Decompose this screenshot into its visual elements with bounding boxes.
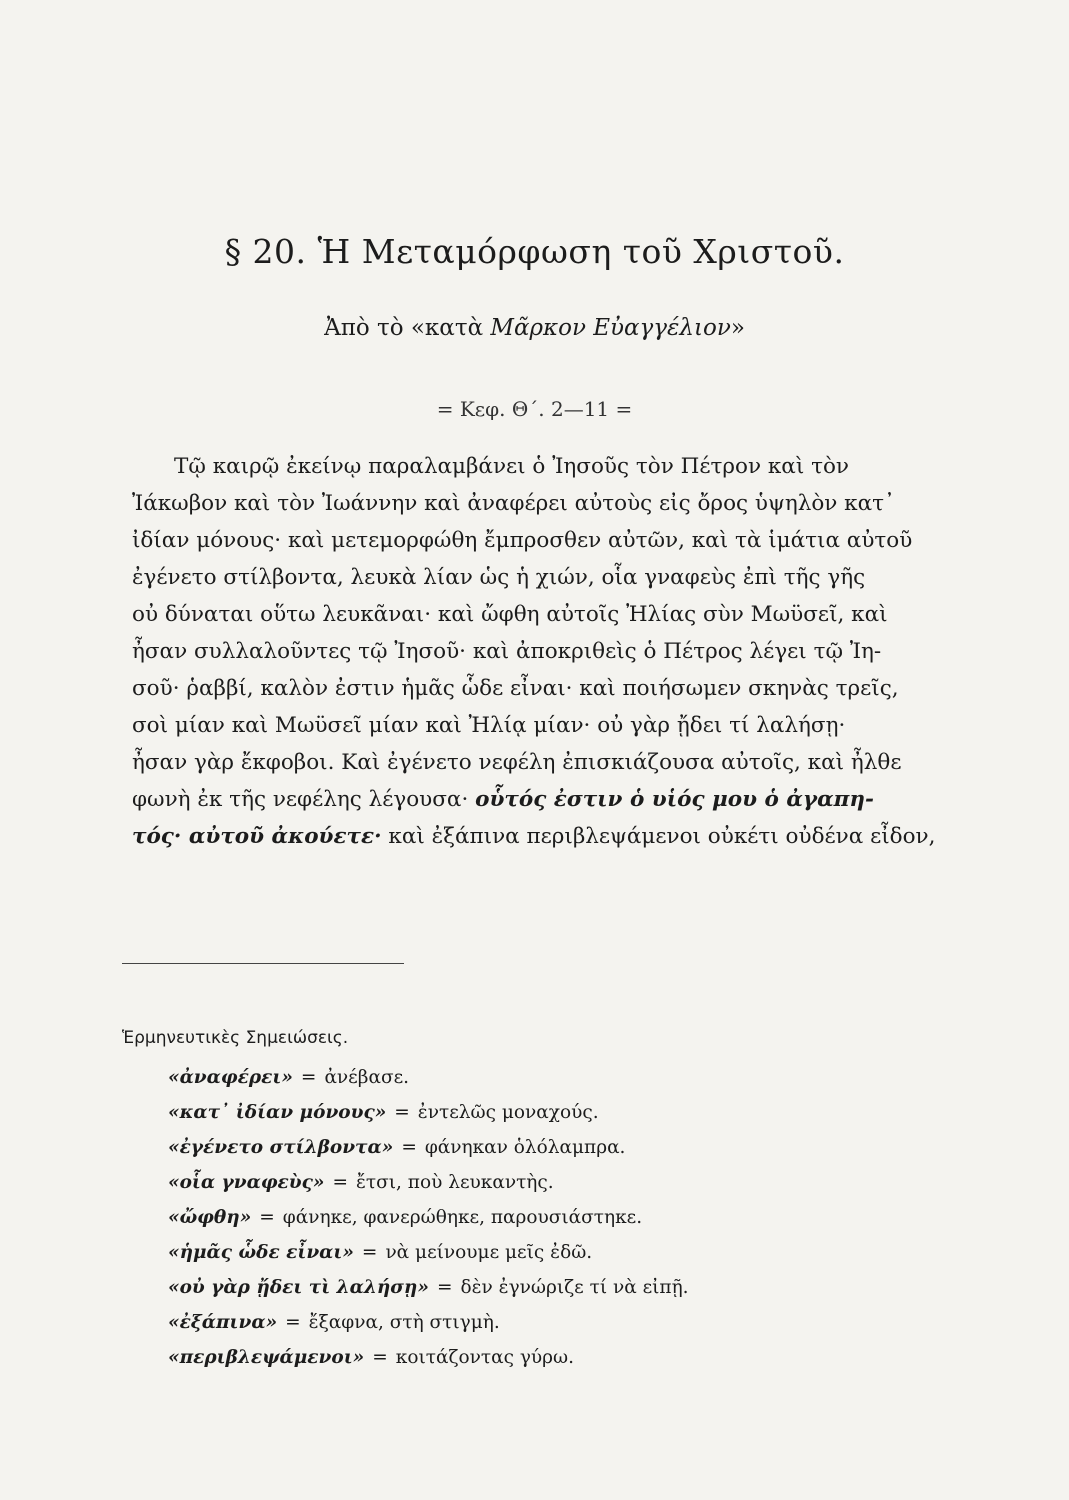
note-equals: = — [394, 1102, 410, 1123]
passage-line: ἦσαν γὰρ ἔκφοβοι. Καὶ ἐγένετο νεφέλη ἐπισκιάζουσα αὐτοῖς, καὶ ἦλθε — [132, 750, 902, 775]
note-item — [168, 1305, 1048, 1340]
note-gloss: φάνηκε, φανερώθηκε, παρουσιάστηκε. — [282, 1207, 643, 1228]
note-gloss: δὲν ἐγνώριζε τί νὰ εἰπῇ. — [460, 1277, 689, 1298]
passage-line: Τῷ καιρῷ ἐκείνῳ παραλαμβάνει ὁ Ἰησοῦς τὸν Πέτρον καὶ τὸν — [174, 454, 849, 479]
note-term: «ὤφθη» — [168, 1207, 252, 1228]
section-heading — [0, 232, 1069, 271]
note-equals: = — [300, 1067, 317, 1088]
note-item — [168, 1060, 1048, 1095]
notes-heading: Ἑρμηνευτικὲς Σημειώσεις. — [122, 1028, 349, 1048]
note-equals: = — [285, 1312, 301, 1333]
note-term: «κατ᾿ ἰδίαν μόνους» — [168, 1102, 387, 1123]
source-book: Μᾶρκον Εὐαγγέλιον — [490, 315, 731, 341]
note-gloss: κοιτάζοντας γύρω. — [395, 1347, 574, 1368]
note-term: «περιβλεψάμενοι» — [168, 1347, 365, 1368]
section-number: § 20. — [224, 232, 307, 271]
chapter-reference: = Κεφ. Θ΄. 2—11 = — [436, 397, 633, 421]
source-prefix: Ἀπὸ τὸ «κατὰ — [324, 315, 484, 341]
passage-line — [132, 818, 1062, 855]
passage-line: Ἰάκωβον καὶ τὸν Ἰωάννην καὶ ἀναφέρει αὐτοὺς εἰς ὄρος ὑψηλὸν κατ᾿ — [132, 491, 895, 516]
note-gloss: νὰ μείνουμε μεῖς ἐδῶ. — [385, 1242, 593, 1263]
note-equals: = — [401, 1137, 417, 1158]
note-gloss: ἀνέβασε. — [324, 1067, 410, 1088]
passage-line: ἦσαν συλλαλοῦντες τῷ Ἰησοῦ· καὶ ἀποκριθεὶς ὁ Πέτρος λέγει τῷ Ἰη- — [132, 639, 882, 664]
passage-line — [132, 781, 1062, 818]
note-item — [168, 1200, 1048, 1235]
section-title: Ἡ Μεταμόρφωση τοῦ Χριστοῦ. — [317, 232, 845, 271]
source-suffix: » — [730, 315, 745, 341]
note-equals: = — [436, 1277, 453, 1298]
passage-line: οὐ δύναται οὕτω λευκᾶναι· καὶ ὤφθη αὐτοῖς Ἠλίας σὺν Μωϋσεῖ, καὶ — [132, 602, 888, 627]
note-item — [168, 1130, 1048, 1165]
passage-line: σοῦ· ῥαββί, καλὸν ἐστιν ἡμᾶς ὧδε εἶναι· καὶ ποιήσωμεν σκηνὰς τρεῖς, — [132, 676, 899, 701]
note-equals: = — [372, 1347, 388, 1368]
note-item — [168, 1095, 1048, 1130]
notes-list — [168, 1060, 1048, 1375]
passage-emphasis: τός· αὐτοῦ ἀκούετε· — [132, 824, 382, 849]
note-term: «ἡμᾶς ὧδε εἶναι» — [168, 1242, 354, 1263]
passage-text: φωνὴ ἐκ τῆς νεφέλης λέγουσα· — [132, 787, 469, 812]
passage-line: σοὶ μίαν καὶ Μωϋσεῖ μίαν καὶ Ἠλίᾳ μίαν· οὐ γὰρ ᾔδει τί λαλήσῃ· — [132, 713, 846, 738]
note-item — [168, 1235, 1048, 1270]
note-item — [168, 1165, 1048, 1200]
passage-emphasis: οὗτός ἐστιν ὁ υἱός μου ὁ ἀγαπη- — [475, 787, 874, 812]
gospel-passage — [132, 448, 1062, 855]
note-term: «ἐξάπινα» — [168, 1312, 278, 1333]
passage-text: καὶ ἐξάπινα περιβλεψάμενοι οὐκέτι οὐδένα εἶδον, — [388, 824, 936, 849]
passage-line: ἐγένετο στίλβοντα, λευκὰ λίαν ὡς ἡ χιών, οἷα γναφεὺς ἐπὶ τῆς γῆς — [132, 565, 866, 590]
passage-line: ἰδίαν μόνους· καὶ μετεμορφώθη ἔμπροσθεν αὐτῶν, καὶ τὰ ἱμάτια αὐτοῦ — [132, 528, 913, 553]
note-item — [168, 1340, 1048, 1375]
note-term: «οὐ γὰρ ᾔδει τὶ λαλήσῃ» — [168, 1277, 429, 1298]
note-term: «ἀναφέρει» — [168, 1067, 293, 1088]
note-gloss: ἔξαφνα, στὴ στιγμὴ. — [308, 1312, 500, 1333]
note-gloss: ἔτσι, ποὺ λευκαντὴς. — [355, 1172, 554, 1193]
note-gloss: ἐντελῶς μοναχούς. — [417, 1102, 599, 1123]
note-item — [168, 1270, 1048, 1305]
note-term: «ἐγένετο στίλβοντα» — [168, 1137, 394, 1158]
note-equals: = — [361, 1242, 378, 1263]
note-gloss: φάνηκαν ὁλόλαμπρα. — [424, 1137, 626, 1158]
note-term: «οἷα γναφεὺς» — [168, 1172, 325, 1193]
footnote-divider — [122, 963, 404, 964]
note-equals: = — [332, 1172, 348, 1193]
source-line — [0, 315, 1069, 341]
note-equals: = — [259, 1207, 275, 1228]
